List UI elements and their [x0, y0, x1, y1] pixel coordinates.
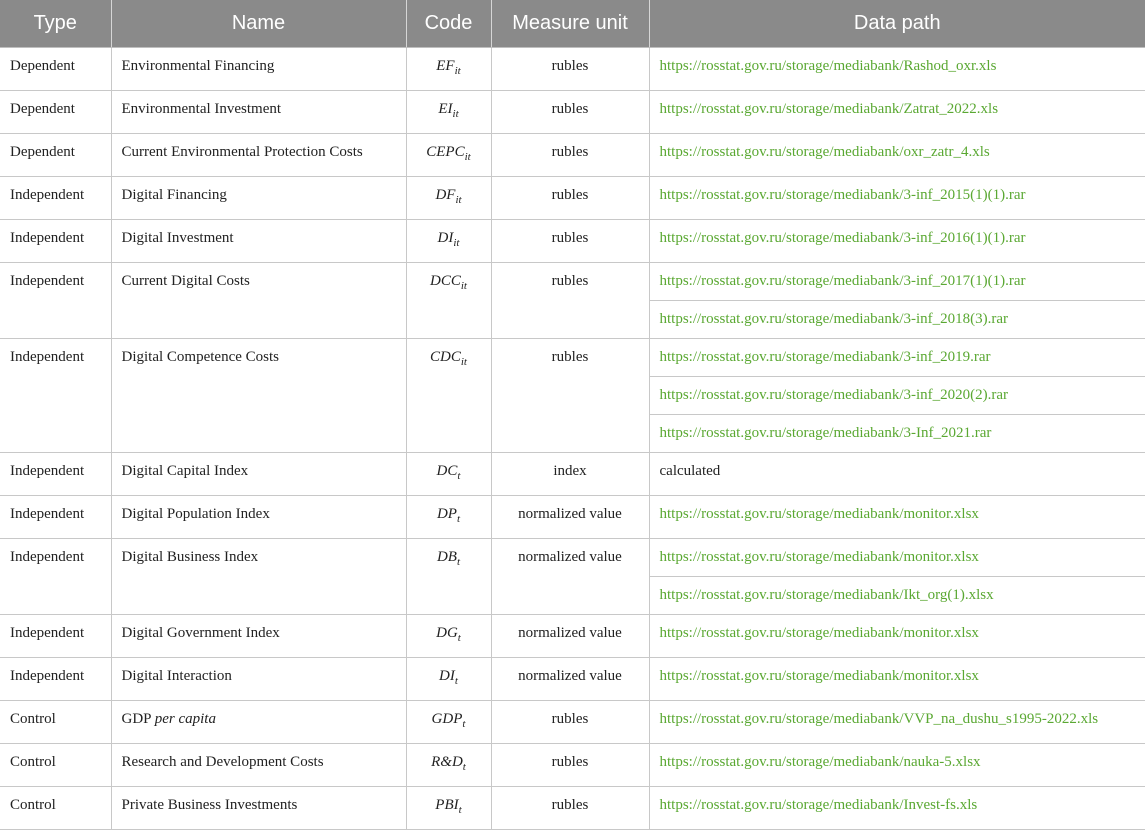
data-path-link[interactable]: https://rosstat.gov.ru/storage/mediabank/VVP_na_dushu_s1995-2022.xls — [659, 711, 1099, 727]
table-row — [0, 453, 1145, 496]
cell-measure-unit: rubles — [491, 177, 649, 220]
header-measure-unit: Measure unit — [491, 0, 649, 48]
cell-type: Dependent — [0, 91, 111, 134]
cell-measure-unit: rubles — [491, 263, 649, 339]
table-row — [0, 744, 1145, 787]
data-path-link[interactable]: https://rosstat.gov.ru/storage/mediabank/monitor.xlsx — [659, 549, 979, 565]
data-path-link[interactable]: https://rosstat.gov.ru/storage/mediabank/3-inf_2019.rar — [659, 349, 991, 365]
code-subscript: t — [457, 632, 461, 644]
cell-type: Independent — [0, 177, 111, 220]
cell-data-path[interactable] — [649, 377, 1145, 415]
cell-type: Independent — [0, 263, 111, 339]
table-row — [0, 787, 1145, 830]
cell-name: Current Environmental Protection Costs — [111, 134, 406, 177]
cell-code — [406, 91, 491, 134]
header-type: Type — [0, 0, 111, 48]
cell-measure-unit: normalized value — [491, 496, 649, 539]
table-row — [0, 496, 1145, 539]
cell-code — [406, 177, 491, 220]
cell-measure-unit: rubles — [491, 48, 649, 91]
cell-type: Independent — [0, 658, 111, 701]
code-symbol: DG — [436, 625, 458, 641]
cell-code — [406, 263, 491, 339]
cell-name: Research and Development Costs — [111, 744, 406, 787]
table-row — [0, 134, 1145, 177]
cell-name-text: GDP — [121, 711, 151, 727]
table-row — [0, 615, 1145, 658]
cell-data-path[interactable] — [649, 787, 1145, 830]
data-path-link[interactable]: https://rosstat.gov.ru/storage/mediabank/3-inf_2015(1)(1).rar — [659, 187, 1026, 203]
data-path-link[interactable]: https://rosstat.gov.ru/storage/mediabank/monitor.xlsx — [659, 668, 979, 684]
code-symbol: CEPC — [426, 144, 465, 160]
code-symbol: PBI — [435, 797, 459, 813]
table-body — [0, 48, 1145, 830]
cell-code — [406, 496, 491, 539]
cell-type: Dependent — [0, 134, 111, 177]
cell-code — [406, 220, 491, 263]
cell-code — [406, 48, 491, 91]
table-row — [0, 177, 1145, 220]
cell-code — [406, 615, 491, 658]
table-row — [0, 220, 1145, 263]
cell-code — [406, 134, 491, 177]
code-subscript: it — [460, 280, 467, 292]
cell-type: Control — [0, 701, 111, 744]
code-symbol: EF — [436, 58, 455, 74]
cell-data-path[interactable] — [649, 301, 1145, 339]
code-symbol: CDC — [430, 349, 461, 365]
cell-name: Digital Business Index — [111, 539, 406, 615]
cell-type: Independent — [0, 496, 111, 539]
code-symbol: DI — [437, 230, 454, 246]
code-symbol: GDP — [431, 711, 463, 727]
code-subscript: t — [458, 804, 462, 816]
cell-name — [111, 701, 406, 744]
cell-name: Digital Capital Index — [111, 453, 406, 496]
code-symbol: R&D — [431, 754, 463, 770]
cell-type: Independent — [0, 339, 111, 453]
table-row — [0, 48, 1145, 91]
code-subscript: it — [460, 356, 467, 368]
cell-type: Dependent — [0, 48, 111, 91]
cell-measure-unit: rubles — [491, 134, 649, 177]
cell-name: Environmental Financing — [111, 48, 406, 91]
cell-data-path[interactable] — [649, 744, 1145, 787]
data-path-link[interactable]: https://rosstat.gov.ru/storage/mediabank/3-inf_2016(1)(1).rar — [659, 230, 1026, 246]
data-path-link[interactable]: https://rosstat.gov.ru/storage/mediabank/Zatrat_2022.xls — [659, 101, 999, 117]
cell-measure-unit: rubles — [491, 339, 649, 453]
code-subscript: it — [454, 65, 461, 77]
cell-type: Independent — [0, 539, 111, 615]
code-symbol: DB — [436, 549, 457, 565]
cell-data-path[interactable] — [649, 701, 1145, 744]
code-subscript: t — [457, 470, 461, 482]
cell-data-path[interactable] — [649, 658, 1145, 701]
code-subscript: t — [454, 675, 458, 687]
cell-name: Digital Population Index — [111, 496, 406, 539]
header-code: Code — [406, 0, 491, 48]
cell-data-path[interactable] — [649, 177, 1145, 220]
cell-data-path: calculated — [649, 453, 1145, 496]
cell-name: Digital Competence Costs — [111, 339, 406, 453]
cell-name: Digital Financing — [111, 177, 406, 220]
cell-measure-unit: rubles — [491, 701, 649, 744]
cell-type: Independent — [0, 220, 111, 263]
cell-data-path[interactable] — [649, 415, 1145, 453]
cell-code — [406, 339, 491, 453]
code-subscript: t — [462, 761, 466, 773]
cell-data-path[interactable] — [649, 577, 1145, 615]
code-symbol: DF — [435, 187, 456, 203]
cell-name: Digital Investment — [111, 220, 406, 263]
cell-data-path[interactable] — [649, 615, 1145, 658]
data-path-link[interactable]: https://rosstat.gov.ru/storage/mediabank/Invest-fs.xls — [659, 797, 978, 813]
data-path-link[interactable]: https://rosstat.gov.ru/storage/mediabank/monitor.xlsx — [659, 506, 979, 522]
cell-measure-unit: normalized value — [491, 658, 649, 701]
cell-data-path[interactable] — [649, 339, 1145, 377]
data-path-link[interactable]: https://rosstat.gov.ru/storage/mediabank/Ikt_org(1).xlsx — [659, 587, 994, 603]
table-row — [0, 539, 1145, 577]
cell-measure-unit: rubles — [491, 787, 649, 830]
cell-type: Control — [0, 787, 111, 830]
cell-data-path[interactable] — [649, 134, 1145, 177]
cell-measure-unit: normalized value — [491, 615, 649, 658]
cell-data-path[interactable] — [649, 48, 1145, 91]
cell-name: Current Digital Costs — [111, 263, 406, 339]
table-row — [0, 263, 1145, 301]
data-path-link[interactable]: https://rosstat.gov.ru/storage/mediabank/Rashod_oxr.xls — [659, 58, 997, 74]
cell-data-path[interactable] — [649, 220, 1145, 263]
code-subscript: it — [464, 151, 471, 163]
data-path-link[interactable]: https://rosstat.gov.ru/storage/mediabank/nauka-5.xlsx — [659, 754, 981, 770]
cell-data-path[interactable] — [649, 91, 1145, 134]
code-symbol: DP — [436, 506, 457, 522]
cell-type: Control — [0, 744, 111, 787]
cell-type: Independent — [0, 615, 111, 658]
cell-measure-unit: index — [491, 453, 649, 496]
cell-measure-unit: rubles — [491, 91, 649, 134]
cell-data-path[interactable] — [649, 539, 1145, 577]
code-symbol: DC — [436, 463, 458, 479]
cell-name-italic: per capita — [154, 711, 216, 727]
table-row — [0, 91, 1145, 134]
data-path-link[interactable]: https://rosstat.gov.ru/storage/mediabank/monitor.xlsx — [659, 625, 979, 641]
code-symbol: DCC — [430, 273, 461, 289]
code-subscript: it — [452, 108, 459, 120]
data-path-link[interactable]: https://rosstat.gov.ru/storage/mediabank/3-inf_2017(1)(1).rar — [659, 273, 1026, 289]
cell-data-path[interactable] — [649, 263, 1145, 301]
code-subscript: t — [456, 556, 461, 568]
cell-type: Independent — [0, 453, 111, 496]
cell-measure-unit: rubles — [491, 220, 649, 263]
header-row — [0, 0, 1145, 48]
cell-code — [406, 701, 491, 744]
cell-name: Digital Government Index — [111, 615, 406, 658]
cell-code — [406, 539, 491, 615]
table-row — [0, 339, 1145, 377]
code-subscript: t — [456, 513, 461, 525]
code-subscript: it — [453, 237, 460, 249]
cell-code — [406, 453, 491, 496]
code-subscript: it — [455, 194, 462, 206]
cell-measure-unit: rubles — [491, 744, 649, 787]
cell-name: Digital Interaction — [111, 658, 406, 701]
cell-name: Private Business Investments — [111, 787, 406, 830]
cell-name: Environmental Investment — [111, 91, 406, 134]
table-row — [0, 658, 1145, 701]
table-row — [0, 701, 1145, 744]
data-path-link[interactable]: https://rosstat.gov.ru/storage/mediabank/oxr_zatr_4.xls — [659, 144, 990, 160]
data-path-link[interactable]: https://rosstat.gov.ru/storage/mediabank/3-inf_2018(3).rar — [659, 311, 1009, 327]
cell-code — [406, 658, 491, 701]
header-name: Name — [111, 0, 406, 48]
header-data-path: Data path — [649, 0, 1145, 48]
code-subscript: t — [462, 718, 466, 730]
cell-measure-unit: normalized value — [491, 539, 649, 615]
cell-code — [406, 787, 491, 830]
code-symbol: EI — [438, 101, 453, 117]
data-path-link[interactable]: https://rosstat.gov.ru/storage/mediabank/3-Inf_2021.rar — [659, 425, 992, 441]
code-symbol: DI — [439, 668, 455, 684]
cell-code — [406, 744, 491, 787]
cell-data-path[interactable] — [649, 496, 1145, 539]
data-path-link[interactable]: https://rosstat.gov.ru/storage/mediabank/3-inf_2020(2).rar — [659, 387, 1009, 403]
